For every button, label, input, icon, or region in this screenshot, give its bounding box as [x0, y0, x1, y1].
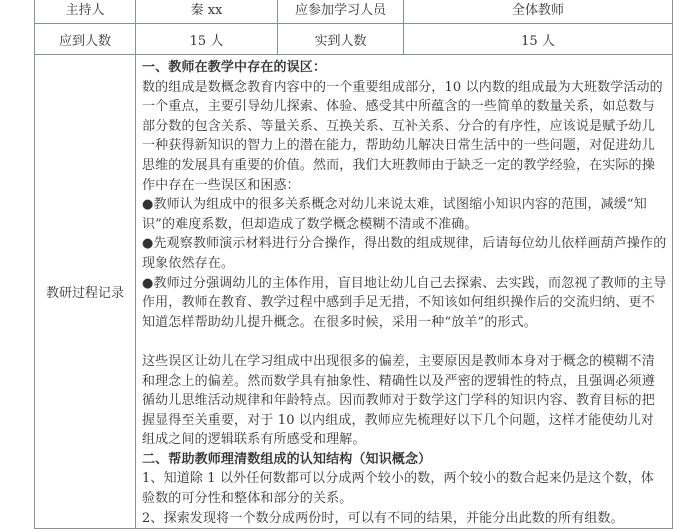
attendance-row	[35, 24, 673, 55]
intro-paragraph: 数的组成是数概念教育内容中的一个重要组成部分，10 以内数的组成最为大班数学活动的一个重点，主要引导幼儿探索、体验、感受其中所蕴含的一些简单的数量关系，如总数与部分数的包含关系、等量关系、互换关系、互补关系、分合的有序性，应该说是赋予幼儿一种获得新知识的智力上的潜在能力，帮助幼儿解决日常生活中的一些问题，对促进幼儿思维的发展具有重要的价值。然而，我们大班教师由于缺乏一定的教学经验，在实际的操作中存在一些误区和困惑：	[142, 79, 663, 193]
teaching-research-record-table	[34, 0, 673, 529]
record-row	[35, 55, 673, 529]
spacer	[142, 332, 667, 352]
actual-count-label: 实到人数	[278, 24, 404, 55]
host-label: 主持人	[35, 0, 136, 24]
bullet-3: ●教师过分强调幼儿的主体作用，盲目地让幼儿自己去探索、去实践，而忽视了教师的主导作用，教师在教育、教学过程中感到手足无措，不知该如何组织操作后的交流归纳、更不知道怎样帮助幼儿提升概念。在很多时候，采用一种“放羊”的形式。	[142, 275, 667, 330]
summary-paragraph: 这些误区让幼儿在学习组成中出现很多的偏差，主要原因是教师本身对于概念的模糊不清和理念上的偏差。然而数学具有抽象性、精确性以及严密的逻辑性的特点，且强调必须遵循幼儿思维活动规律和年龄特点。因而教师对于数学这门学科的知识内容、教育目标的把握显得至关重要，对于 10 以内组成，教师应先梳理好以下几个问题，这样才能使幼儿对组成之间的逻辑联系有所感受和理解。	[142, 353, 655, 448]
item-2: 2、探索发现将一个数分成两份时，可以有不同的结果，并能分出此数的所有组数。	[142, 510, 624, 526]
bullet-1: ●教师认为组成中的很多关系概念对幼儿来说太难，试图缩小知识内容的范围，减缓“知识”的难度系数，但却造成了数学概念模糊不清或不准确。	[142, 197, 647, 232]
expected-count-value: 15 人	[136, 24, 278, 55]
section2-title: 二、帮助教师理清数组成的认知结构（知识概念）	[142, 451, 432, 467]
host-value: 秦 xx	[136, 0, 278, 24]
actual-count-value: 15 人	[404, 24, 673, 55]
host-row	[35, 0, 673, 24]
record-label: 教研过程记录	[35, 55, 136, 529]
record-content	[136, 55, 673, 529]
participants-value: 全体教师	[404, 0, 673, 24]
expected-count-label: 应到人数	[35, 24, 136, 55]
participants-label: 应参加学习人员	[278, 0, 404, 24]
bullet-2: ●先观察教师演示材料进行分合操作，得出数的组成规律，后请每位幼儿依样画葫芦操作的现象依然存在。	[142, 236, 667, 271]
section1-title: 一、教师在教学中存在的误区：	[142, 60, 327, 75]
item-1: 1、知道除 1 以外任何数都可以分成两个较小的数，两个较小的数合起来仍是这个数，体验数的可分性和整体和部分的关系。	[142, 471, 654, 507]
